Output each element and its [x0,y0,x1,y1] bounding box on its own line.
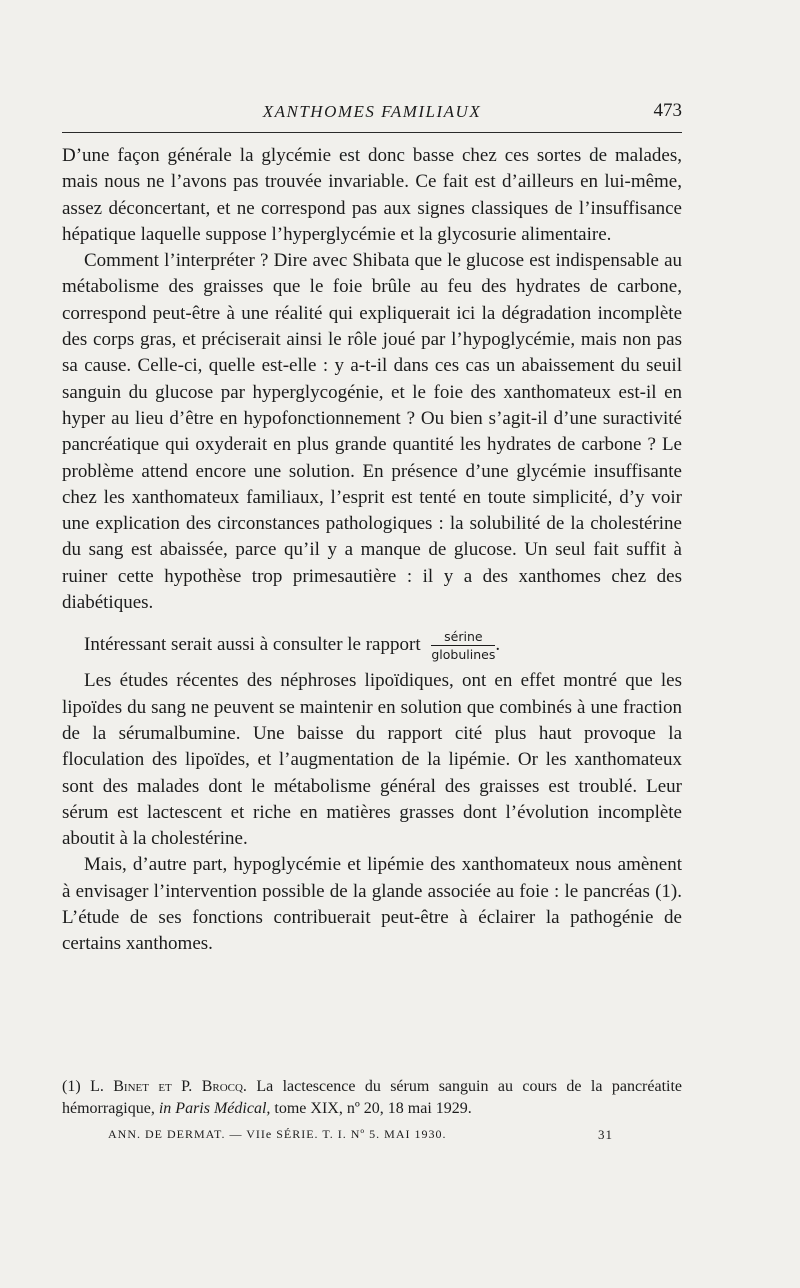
ratio-sentence [62,616,682,668]
paragraph-1: D’une façon générale la glycémie est donc basse chez ces sortes de malades, mais nous ne l’avons pas trouvée invariable. Ce fait est d’ailleurs en lui-même, assez déconcertant, et ne correspond pas aux signes classiques de l’insuffisance hépatique laquelle suppose l’hyperglycémie et la glycosurie alimentaire. [62,145,682,245]
ratio-numerator: sérine [431,629,495,646]
footnote-details: tome XIX, nº 20, 18 mai 1929. [274,1100,472,1117]
ratio-denominator: globulines [431,647,496,663]
footer-journal-info: ANN. DE DERMAT. — VIIe SÉRIE. T. I. Nº 5. MAI 1930. [108,1127,447,1141]
ratio-fraction [431,629,495,662]
footnote-journal: in Paris Médical, [158,1100,271,1117]
paragraph-3: Les études récentes des néphroses lipoïdiques, ont en effet montré que les lipoïdes du sang ne peuvent se maintenir en solution que combinés à une fraction de la sérumalbumine. Une baisse du rapport cité plus haut provoque la floculation des lipoïdes, et l’augmentation de la lipémie. Or les xanthomateux sont des malades dont le métabolisme général des graisses est troublé. Leur sérum est lactescent et riche en matières grasses dont l’évolution incomplète aboutit à la cholestérine. [62,670,682,850]
ratio-text-wrap [84,629,500,662]
page-number: 473 [653,100,682,121]
paragraph-2: Comment l’interpréter ? Dire avec Shibata que le glucose est indispensable au métabolisme des graisses que le foie brûle au feu des hydrates de carbone, correspond peut-être à une réalité qui expliquerait ici la dégradation incomplète des corps gras, et préciserait ainsi le rôle joué par l’hypoglycémie, mais non pas sa cause. Celle-ci, quelle est-elle : y a-t-il dans ces cas un abaissement du seuil sanguin du glucose par hyperglycogénie, et le foie des xanthomateux est-il en hyper au lieu d’être en hypofonctionnement ? Ou bien s’agit-il d’une suractivité pancréatique qui oxyderait en plus grande quantité les hydrates de carbone ? Le problème attend encore une solution. En présence d’une glycémie insuffisante chez les xanthomateux familiaux, l’esprit est tenté en toute simplicité, d’y voir une explication des circonstances pathologiques : la solubilité de la cholestérine du sang est abaissée, parce qu’il y a manque de glucose. Un seul fait suffit à ruiner cette hypothèse trop primesautière : il y a des xanthomes chez des diabétiques. [62,250,682,614]
footnote-authors: L. Binet et P. Brocq. [90,1078,247,1095]
running-head [62,98,682,128]
footnote-text: La lactescence du sérum sanguin au cours de la pancréatite hémorragique, [62,1078,683,1117]
footnote [62,1076,682,1120]
running-title: XANTHOMES FAMILIAUX [262,102,482,121]
paragraph-4: Mais, d’autre part, hypoglycémie et lipémie des xanthomateux nous amènent à envisager l’intervention possible de la glande associée au foie : le pancréas (1). L’étude de ses fonctions contribuerait peut-être à éclairer la pathogénie de certains xanthomes. [62,854,682,955]
body-text [62,143,682,958]
ratio-text: Intéressant serait aussi à consulter le rapport [84,634,421,656]
header-rule [62,132,682,133]
ratio-end: . [495,634,501,656]
footer-sheet-number: 31 [598,1127,613,1142]
page-footer [108,1127,648,1147]
footnote-marker: (1) [62,1078,81,1095]
